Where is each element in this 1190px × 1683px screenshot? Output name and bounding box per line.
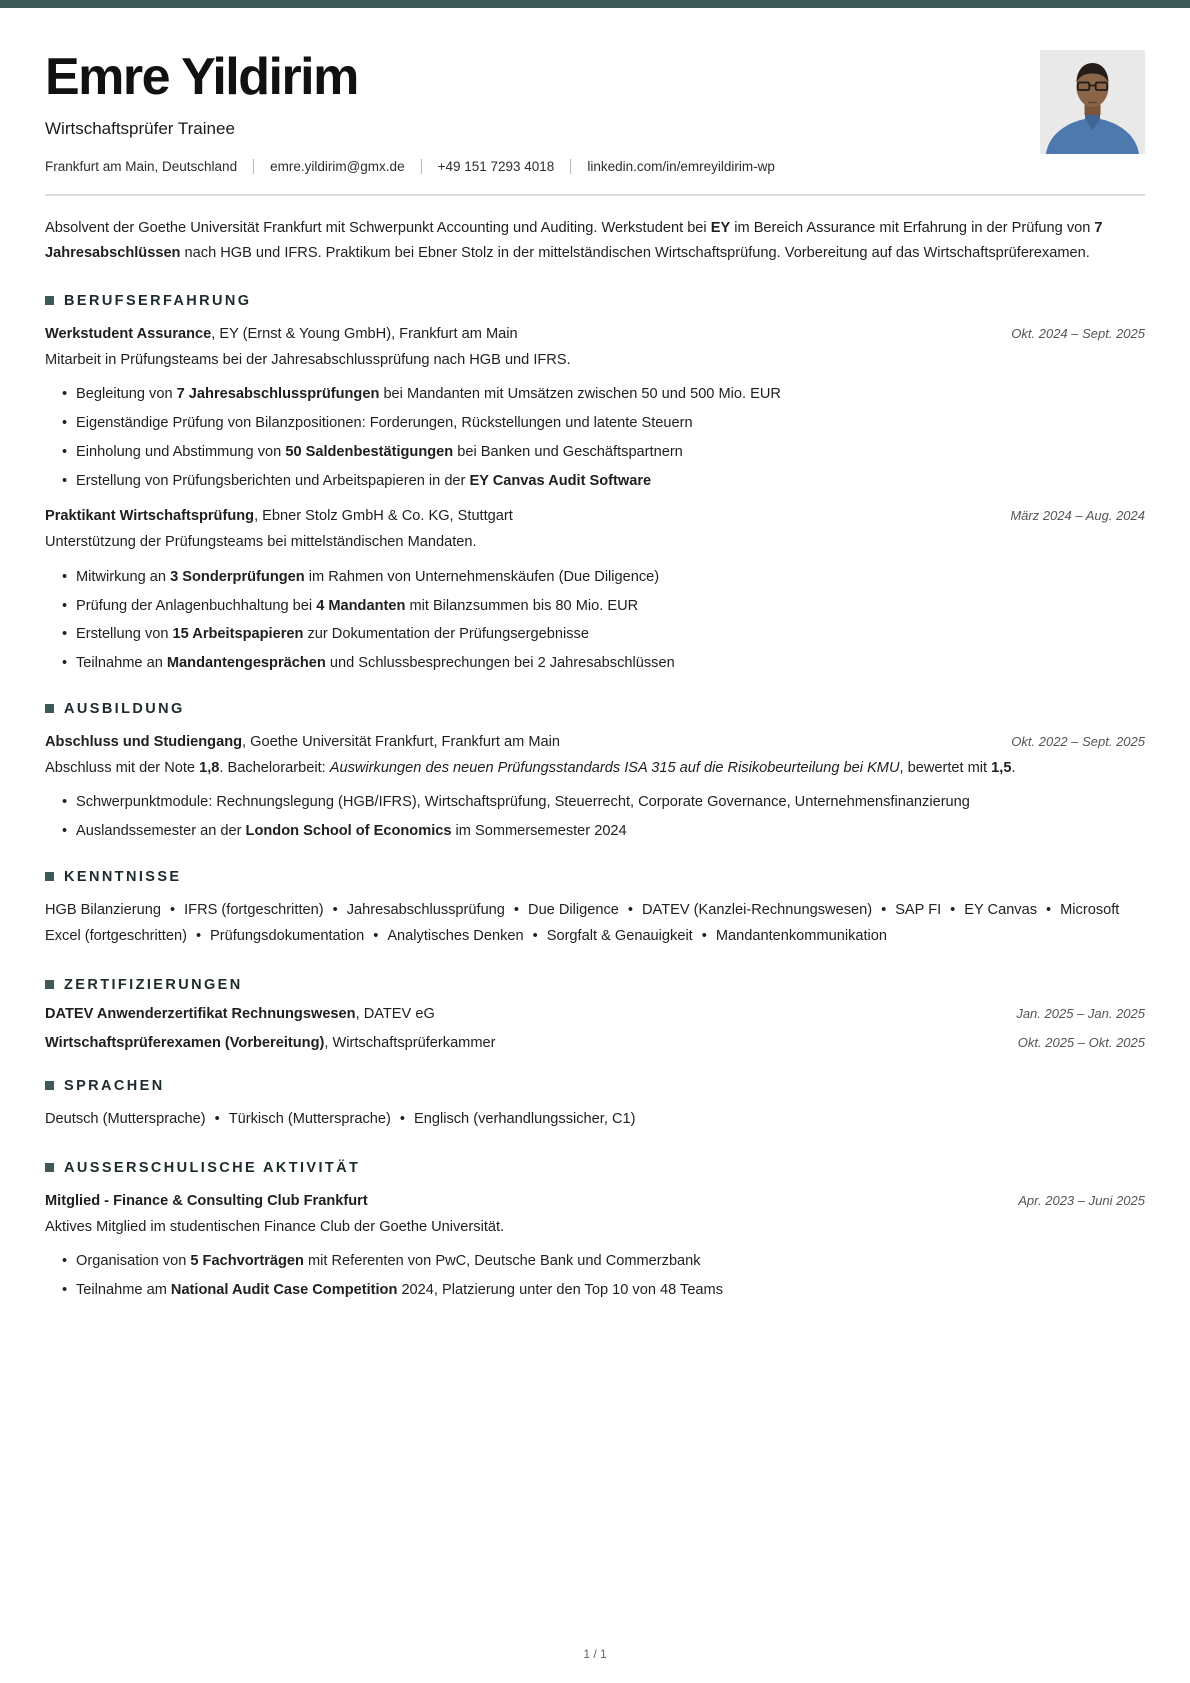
section-marker-icon [45,872,54,881]
list-item: HGB Bilanzierung [45,901,161,918]
bullet-item [76,384,1145,405]
text-segment: , bewertet mit [899,759,992,776]
text-segment: EY Canvas Audit Software [469,472,652,489]
text-segment: Teilnahme an [76,655,167,672]
education-entry [45,734,1145,842]
text-segment: Abschluss mit der Note [45,759,200,776]
certification-entry [45,1006,1145,1022]
text-segment: mit Bilanzsummen bis 80 Mio. EUR [405,597,639,614]
list-item: Englisch (verhandlungssicher, C1) [414,1110,636,1127]
text-segment: zur Dokumentation der Prüfungsergebnisse [303,626,589,643]
bullet-item [76,792,1145,813]
skills-list [45,898,1145,950]
text-segment: Werkstudent Assurance [45,325,212,342]
list-item: SAP FI [895,901,942,918]
dot-separator-icon: • [513,901,520,918]
text-segment: bei Banken und Geschäftspartnern [453,443,683,460]
entry-headline [45,508,513,524]
bullet-item [76,596,1145,617]
section-activities [45,1160,1145,1301]
section-title-text: KENNTNISSE [64,868,182,885]
section-heading [45,701,1145,717]
list-item: Deutsch (Muttersprache) [45,1110,206,1127]
bullet-item [76,1280,1145,1301]
list-item: Due Diligence [528,901,619,918]
list-item: Jahresabschlussprüfung [346,901,505,918]
section-skills [45,869,1145,950]
top-accent-bar [0,0,1190,8]
text-segment: Organisation von [76,1253,191,1270]
summary-paragraph [45,216,1145,266]
bullet-item [76,442,1145,463]
bullet-item [76,413,1145,434]
contact-row [45,159,775,174]
section-heading [45,1160,1145,1176]
list-item: Prüfungsdokumentation [210,927,365,944]
person-name: Emre Yildirim [45,48,358,106]
text-segment: Teilnahme am [76,1282,171,1299]
section-marker-icon [45,1163,54,1172]
entry-headline [45,1193,368,1209]
text-segment: Einholung und Abstimmung von [76,443,286,460]
section-certifications [45,977,1145,1051]
entry-date: Jan. 2025 – Jan. 2025 [1016,1005,1145,1021]
dot-separator-icon: • [950,901,956,918]
text-segment: 50 Saldenbestätigungen [285,443,454,460]
text-segment: mit Referenten von PwC, Deutsche Bank und Commerzbank [303,1253,701,1270]
section-heading [45,1078,1145,1094]
text-segment: im Bereich Assurance mit Erfahrung in der Prüfung von [730,219,1095,236]
text-segment: 7 Jahresabschlussprüfungen [176,386,380,403]
entry-summary: Aktives Mitglied im studentischen Finance Club der Goethe Universität. [45,1218,505,1235]
entry-bullets [45,384,1145,491]
text-segment: , Goethe Universität Frankfurt, Frankfurt am Main [242,733,560,750]
entry-summary [45,757,1145,780]
text-segment: Auslandssemester an der [76,823,246,840]
entry-bullets [45,567,1145,674]
list-item: DATEV (Kanzlei-Rechnungswesen) [642,901,873,918]
text-segment: Praktikant Wirtschaftsprüfung [45,508,255,525]
text-segment: Schwerpunktmodule: Rechnungslegung (HGB/IFRS), Wirtschaftsprüfung, Steuerrecht, Corporate Governance, Unternehmensfinanzierung [76,794,970,811]
header-divider [45,194,1145,196]
entry-headline [45,1006,435,1022]
languages-list [45,1107,1145,1133]
entry-date: Okt. 2022 – Sept. 2025 [1011,733,1145,749]
bullet-item [76,471,1145,492]
contact-linkedin[interactable]: linkedin.com/in/emreyildirim-wp [587,158,775,174]
bullet-item [76,567,1145,588]
text-segment: nach HGB und IFRS. Praktikum bei Ebner Stolz in der mittelständischen Wirtschaftsprüfung. Vorbereitung auf das Wirtschaftsprüferexamen. [180,244,1090,261]
contact-separator [570,159,571,174]
section-marker-icon [45,980,54,989]
text-segment: 2024, Platzierung unter den Top 10 von 48 Teams [397,1282,724,1299]
text-segment: Mitglied - Finance & Consulting Club Frankfurt [45,1192,368,1209]
text-segment: , Ebner Stolz GmbH & Co. KG, Stuttgart [254,508,513,525]
entry-headline [45,734,560,750]
text-segment: Wirtschaftsprüferexamen (Vorbereitung) [45,1034,325,1051]
text-segment: , EY (Ernst & Young GmbH), Frankfurt am Main [211,325,518,342]
text-segment: Eigenständige Prüfung von Bilanzpositionen: Forderungen, Rückstellungen und latente Steuern [76,415,693,432]
dot-separator-icon: • [881,901,887,918]
entry-summary: Unterstützung der Prüfungsteams bei mittelständischen Mandaten. [45,534,477,551]
text-segment: Prüfung der Anlagenbuchhaltung bei [76,597,317,614]
section-heading [45,293,1145,309]
text-segment: bei Mandanten mit Umsätzen zwischen 50 und 500 Mio. EUR [379,386,781,403]
contact-separator [253,159,254,174]
text-segment: National Audit Case Competition [170,1282,398,1299]
entry-bullets [45,792,1145,841]
text-segment: Abschluss und Studiengang [45,733,243,750]
section-marker-icon [45,704,54,713]
text-segment: . Bachelorarbeit: [219,759,330,776]
dot-separator-icon: • [214,1110,220,1127]
entry-headline [45,1035,495,1051]
dot-separator-icon: • [532,927,538,944]
activity-entry [45,1193,1145,1301]
dot-separator-icon: • [701,927,707,944]
text-segment: Auswirkungen des neuen Prüfungsstandards ISA 315 auf die Risikobeurteilung bei KMU [329,759,900,776]
dot-separator-icon: • [627,901,633,918]
section-title-text: AUSBILDUNG [64,700,185,717]
text-segment: Erstellung von Prüfungsberichten und Arbeitspapieren in der [76,472,470,489]
text-segment: Mandantengesprächen [166,655,326,672]
text-segment: im Sommersemester 2024 [451,823,627,840]
text-segment: Mitwirkung an [76,568,171,585]
header-text [45,42,775,174]
entry-summary: Mitarbeit in Prüfungsteams bei der Jahresabschlussprüfung nach HGB und IFRS. [45,351,571,368]
text-segment: Erstellung von [76,626,173,643]
dot-separator-icon: • [195,927,202,944]
section-title-text: BERUFSERFAHRUNG [64,292,252,309]
section-title-text: AUSSERSCHULISCHE AKTIVITÄT [64,1159,361,1176]
dot-separator-icon: • [170,901,176,918]
experience-entry [45,326,1145,491]
text-segment: 7 Jahresabschlüssen [45,219,1103,261]
dot-separator-icon: • [373,927,379,944]
profile-photo [1040,50,1145,154]
person-title: Wirtschaftsprüfer Trainee [45,118,235,138]
text-segment: Begleitung von [76,386,177,403]
entry-headline [45,326,518,342]
list-item: Sorgfalt & Genauigkeit [546,927,693,944]
contact-location: Frankfurt am Main, Deutschland [45,158,238,174]
bullet-item [76,821,1145,842]
list-item: Mandantenkommunikation [715,927,888,944]
dot-separator-icon: • [332,901,338,918]
section-heading [45,977,1145,993]
text-segment: im Rahmen von Unternehmenskäufen (Due Diligence) [304,568,660,585]
text-segment: , DATEV eG [355,1005,435,1022]
entry-date: März 2024 – Aug. 2024 [1010,508,1145,524]
list-item: EY Canvas [964,901,1038,918]
dot-separator-icon: • [399,1110,406,1127]
experience-entry [45,508,1145,673]
entry-date: Okt. 2024 – Sept. 2025 [1011,325,1145,341]
text-segment: 1,8 [199,759,220,776]
bullet-item [76,1251,1145,1272]
contact-phone[interactable]: +49 151 7293 4018 [437,158,555,174]
section-experience [45,293,1145,674]
text-segment: 4 Mandanten [316,597,406,614]
text-segment: . [1011,759,1016,776]
text-segment: , Wirtschaftsprüferkammer [324,1034,496,1051]
contact-email[interactable]: emre.yildirim@gmx.de [270,158,405,174]
section-title-text: SPRACHEN [64,1077,165,1094]
bullet-item [76,624,1145,645]
entry-bullets [45,1251,1145,1300]
list-item: Analytisches Denken [387,927,524,944]
section-title-text: ZERTIFIZIERUNGEN [64,976,243,993]
text-segment: London School of Economics [245,823,452,840]
section-marker-icon [45,1081,54,1090]
text-segment: DATEV Anwenderzertifikat Rechnungswesen [45,1005,356,1022]
text-segment: 5 Fachvorträgen [190,1253,304,1270]
text-segment: EY [710,219,731,236]
list-item: IFRS (fortgeschritten) [184,901,324,918]
certification-entry [45,1035,1145,1051]
entry-date: Okt. 2025 – Okt. 2025 [1017,1034,1145,1050]
dot-separator-icon: • [1046,901,1052,918]
list-item: Microsoft Excel (fortgeschritten) [45,901,1120,944]
text-segment: 15 Arbeitspapieren [172,626,304,643]
section-heading [45,869,1145,885]
bullet-item [76,653,1145,674]
section-languages [45,1078,1145,1133]
contact-separator [421,159,422,174]
page-number: 1 / 1 [583,1647,607,1661]
entry-date: Apr. 2023 – Juni 2025 [1018,1192,1145,1208]
text-segment: Absolvent der Goethe Universität Frankfurt mit Schwerpunkt Accounting und Auditing. Werkstudent bei [45,219,711,236]
text-segment: 3 Sonderprüfungen [170,568,305,585]
section-marker-icon [45,296,54,305]
header [45,42,1145,174]
section-education [45,701,1145,842]
list-item: Türkisch (Muttersprache) [228,1110,391,1127]
text-segment: 1,5 [991,759,1012,776]
text-segment: und Schlussbesprechungen bei 2 Jahresabschlüssen [325,655,675,672]
